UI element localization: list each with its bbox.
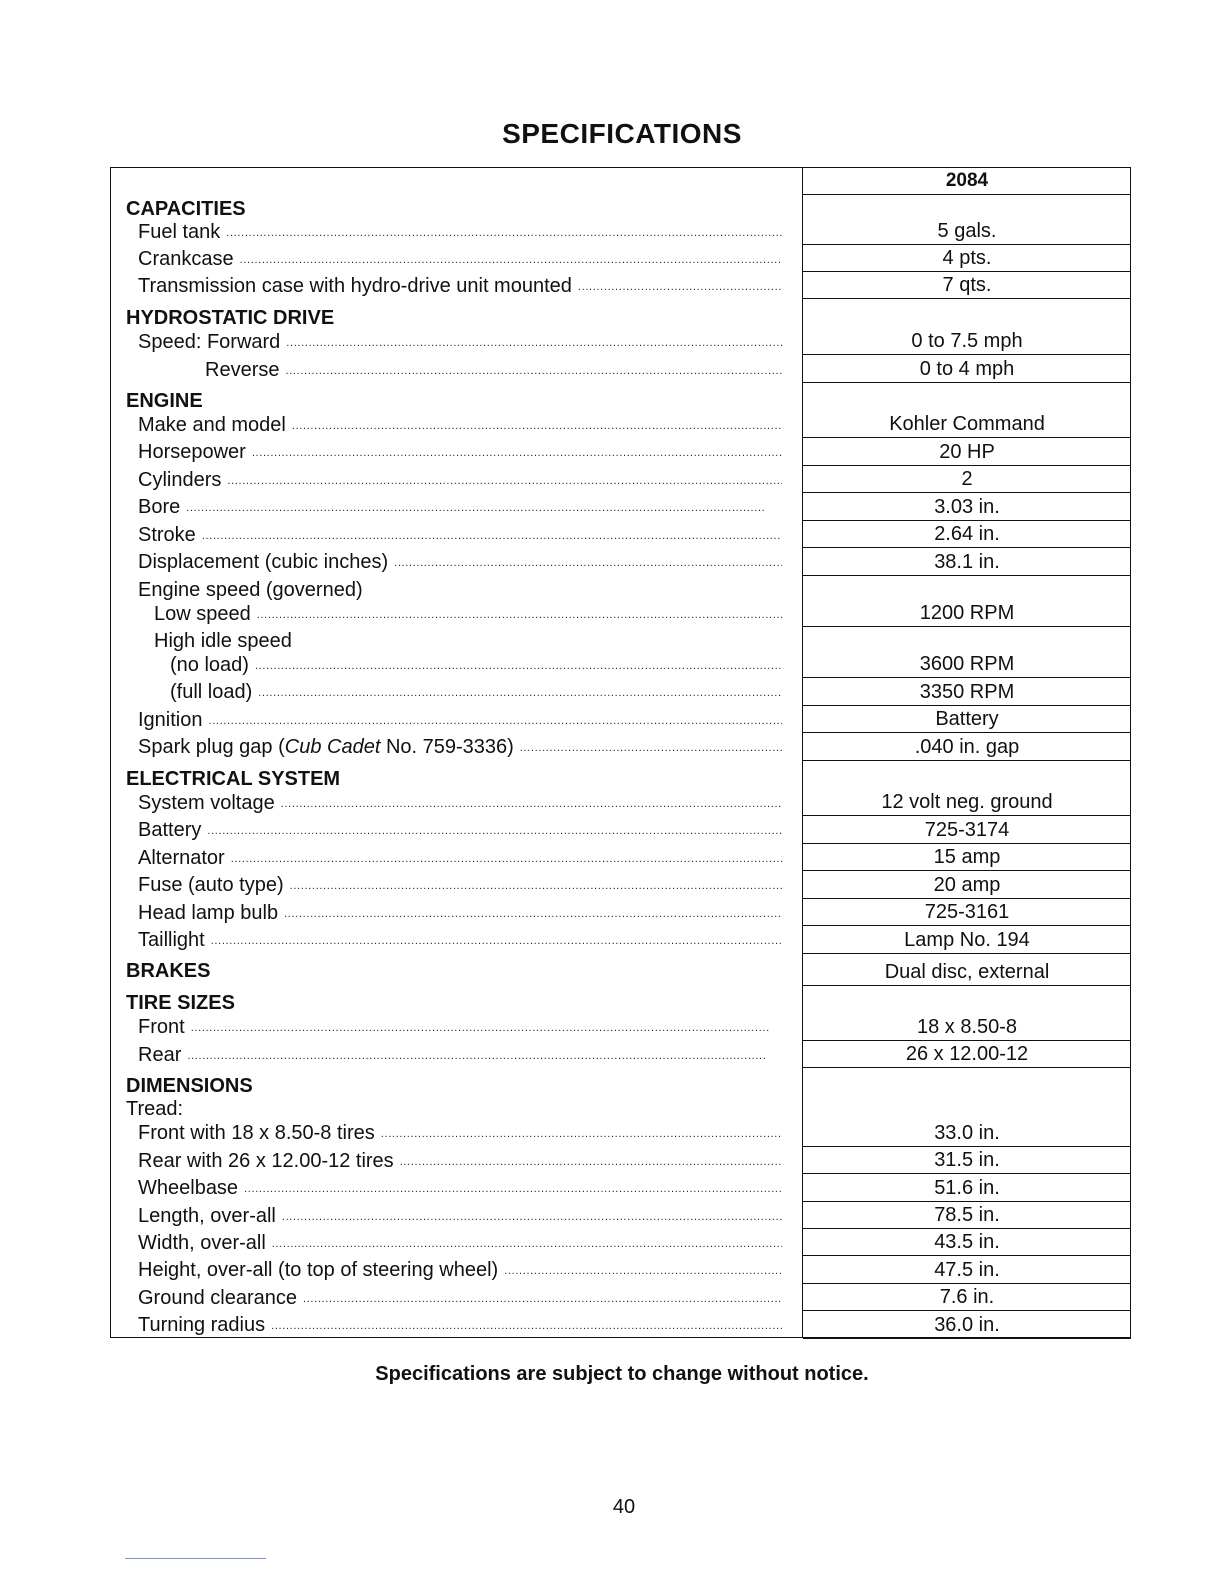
dot-leader (303, 1286, 782, 1310)
dot-leader (207, 818, 782, 842)
spec-value: 0 to 4 mph (919, 358, 1015, 380)
dot-leader (290, 873, 782, 897)
value-cell-displacement (803, 548, 1131, 576)
dot-leader (504, 1258, 782, 1282)
spec-label-spark-plug (138, 735, 782, 759)
value-cell-battery (803, 816, 1131, 844)
dot-leader (209, 708, 783, 732)
spark-plug-suffix: No. 759-3336) (380, 736, 514, 758)
value-cell-fuse (803, 871, 1131, 899)
spec-label-text: Front (138, 1016, 185, 1038)
spec-label-speed-forward (138, 330, 782, 354)
spec-value: 7.6 in. (939, 1286, 995, 1308)
spec-value: 7 qts. (942, 274, 992, 296)
spec-label-text: Alternator (138, 847, 225, 869)
spec-label-low-speed (154, 602, 782, 626)
dot-leader (286, 330, 782, 354)
dot-leader (282, 1204, 782, 1228)
spec-value: 3600 RPM (919, 653, 1015, 675)
spec-label-text: Rear (138, 1044, 182, 1066)
value-cell-system-voltage (803, 763, 1131, 816)
spec-value: .040 in. gap (914, 736, 1020, 758)
section-heading: HYDROSTATIC DRIVE (126, 307, 335, 329)
spec-label-cylinders (138, 468, 782, 492)
dot-leader (520, 735, 782, 759)
value-cell-height (803, 1256, 1131, 1284)
spec-label-horsepower (138, 440, 782, 464)
dot-leader (281, 791, 782, 815)
dot-leader (400, 1149, 782, 1173)
spec-label-no-load (170, 653, 782, 677)
spec-label-transmission (138, 274, 782, 298)
spec-label-text: Bore (138, 496, 181, 518)
spark-plug-prefix: Spark plug gap ( (138, 736, 285, 758)
page-title: SPECIFICATIONS (502, 118, 742, 149)
spec-label-text: Turning radius (138, 1314, 266, 1336)
spec-value: 1200 RPM (919, 602, 1015, 624)
specifications-table (110, 167, 1131, 1338)
spec-label-bore (138, 495, 782, 519)
spec-label-text: Low speed (154, 603, 251, 625)
value-cell-fuel-tank (803, 195, 1131, 245)
spec-value: 15 amp (933, 846, 1001, 868)
dot-leader (285, 358, 782, 382)
spec-label-battery (138, 818, 782, 842)
spec-label-text: Ignition (138, 709, 203, 731)
spec-value: 2.64 in. (934, 523, 1000, 545)
spec-value: Lamp No. 194 (904, 929, 1030, 951)
spec-label-text: Horsepower (138, 441, 246, 463)
section-heading: BRAKES (126, 960, 211, 982)
spec-label-fuel-tank (138, 220, 782, 244)
spec-label-text: Taillight (138, 929, 205, 951)
model-column-header: 2084 (803, 168, 1131, 195)
spec-label-text: Fuel tank (138, 221, 221, 243)
spec-value: 5 gals. (937, 220, 997, 242)
spec-label-rear-tread (138, 1149, 782, 1173)
dot-leader (202, 523, 782, 547)
dot-leader (231, 846, 782, 870)
spec-value: Dual disc, external (884, 961, 1050, 983)
spec-value: 725-3174 (924, 819, 1010, 841)
spec-value: 20 HP (939, 441, 995, 463)
spec-label-text: Length, over-all (138, 1205, 276, 1227)
dot-leader (271, 1313, 782, 1337)
spec-label-height (138, 1258, 782, 1282)
spec-label-text: Speed: Forward (138, 331, 281, 353)
spec-label-system-voltage (138, 791, 782, 815)
section-heading: DIMENSIONS (126, 1075, 253, 1097)
spec-label-head-lamp (138, 901, 782, 925)
spec-label-text: Displacement (cubic inches) (138, 551, 389, 573)
spec-label-text: Height, over-all (to top of steering wheel) (138, 1259, 499, 1281)
spec-label-speed-reverse (205, 358, 782, 382)
dot-leader (272, 1231, 782, 1255)
value-cell-taillight (803, 926, 1131, 954)
value-cell-full-load (803, 678, 1131, 706)
value-cell-spark-plug (803, 733, 1131, 761)
value-cell-brakes (803, 954, 1131, 986)
spec-label-text: Rear with 26 x 12.00-12 tires (138, 1150, 394, 1172)
dot-leader (257, 602, 782, 626)
spec-label-ground-clearance (138, 1286, 782, 1310)
dot-leader (211, 928, 782, 952)
spec-label-text: System voltage (138, 792, 275, 814)
spec-value: 3.03 in. (934, 496, 1000, 518)
dot-leader (258, 680, 782, 704)
spark-plug-label (138, 735, 514, 759)
spec-label-alternator (138, 846, 782, 870)
value-cell-front-tread (803, 1070, 1131, 1147)
spec-label-ignition (138, 708, 782, 732)
section-heading: ELECTRICAL SYSTEM (126, 768, 341, 790)
dot-leader (252, 440, 782, 464)
value-cell-length (803, 1202, 1131, 1229)
dot-leader (240, 247, 782, 271)
brand-name: Cub Cadet (284, 736, 381, 758)
spec-value: 26 x 12.00-12 (905, 1043, 1029, 1065)
spec-value: 51.6 in. (934, 1177, 1000, 1199)
dot-leader (292, 413, 782, 437)
spec-label-text: (full load) (170, 681, 253, 703)
dot-leader (227, 468, 782, 492)
spec-label-text: Make and model (138, 414, 286, 436)
value-cell-alternator (803, 844, 1131, 871)
dot-leader (381, 1121, 782, 1145)
spec-label-text: Battery (138, 819, 202, 841)
value-cell-stroke (803, 521, 1131, 548)
spec-label-text: Reverse (205, 359, 280, 381)
spec-subheading: Tread: (126, 1098, 184, 1120)
value-cell-width (803, 1229, 1131, 1256)
value-cell-ground-clearance (803, 1284, 1131, 1311)
spec-value: 47.5 in. (934, 1259, 1000, 1281)
dot-leader (187, 1043, 782, 1067)
spec-value: Kohler Command (889, 413, 1045, 435)
value-cell-no-load (803, 627, 1131, 678)
dot-leader (186, 495, 782, 519)
spec-value: 12 volt neg. ground (881, 791, 1053, 813)
value-cell-head-lamp (803, 899, 1131, 926)
dot-leader (578, 274, 782, 298)
spec-value: 2 (961, 468, 973, 490)
page-number: 40 (612, 1496, 636, 1518)
spec-value: 20 amp (933, 874, 1001, 896)
value-cell-horsepower (803, 438, 1131, 466)
spec-value: 4 pts. (942, 247, 992, 269)
spec-value: 38.1 in. (934, 551, 1000, 573)
value-cell-wheelbase (803, 1174, 1131, 1202)
dot-leader (284, 901, 782, 925)
value-cell-front-tire (803, 986, 1131, 1041)
spec-value: 0 to 7.5 mph (911, 330, 1023, 352)
value-cell-turning-radius (803, 1311, 1131, 1339)
value-cell-cylinders (803, 466, 1131, 493)
value-cell-low-speed (803, 576, 1131, 627)
spec-label-text: Fuse (auto type) (138, 874, 284, 896)
spec-value: 725-3161 (924, 901, 1010, 923)
spec-label-turning-radius (138, 1313, 782, 1337)
value-cell-rear-tread (803, 1147, 1131, 1174)
spec-value: 36.0 in. (934, 1314, 1000, 1336)
spec-label-make-model (138, 413, 782, 437)
spec-value: 18 x 8.50-8 (916, 1016, 1018, 1038)
dot-leader (244, 1176, 782, 1200)
spec-value: 31.5 in. (934, 1149, 1000, 1171)
spec-label-displacement (138, 550, 782, 574)
spec-label-text: Head lamp bulb (138, 902, 279, 924)
value-cell-speed-reverse (803, 355, 1131, 383)
change-notice: Specifications are subject to change without notice. (375, 1363, 869, 1385)
section-heading: ENGINE (126, 390, 203, 412)
spec-label-length (138, 1204, 782, 1228)
spec-label-text: (no load) (170, 654, 249, 676)
spec-label-front-tire (138, 1015, 782, 1039)
spec-value: 78.5 in. (934, 1204, 1000, 1226)
spec-label-crankcase (138, 247, 782, 271)
value-cell-make-model (803, 385, 1131, 438)
section-heading: TIRE SIZES (126, 992, 235, 1014)
section-heading: CAPACITIES (126, 198, 246, 220)
spec-label-taillight (138, 928, 782, 952)
spec-label-text: Ground clearance (138, 1287, 297, 1309)
value-cell-crankcase (803, 245, 1131, 272)
spec-label-wheelbase (138, 1176, 782, 1200)
value-cell-speed-forward (803, 301, 1131, 355)
value-cell-rear-tire (803, 1041, 1131, 1068)
spec-label-front-tread (138, 1121, 782, 1145)
spec-label-stroke (138, 523, 782, 547)
spec-label-full-load (170, 680, 782, 704)
spec-label-width (138, 1231, 782, 1255)
spec-label-text: Width, over-all (138, 1232, 266, 1254)
dot-leader (255, 653, 782, 677)
spec-value: 3350 RPM (919, 681, 1015, 703)
spec-subheading: High idle speed (154, 630, 292, 652)
spec-label-text: Crankcase (138, 248, 234, 270)
value-cell-transmission (803, 272, 1131, 299)
spec-subheading: Engine speed (governed) (138, 579, 363, 601)
value-cell-ignition (803, 706, 1131, 733)
spec-label-text: Cylinders (138, 469, 222, 491)
spec-rows (111, 168, 1130, 1337)
dot-leader (394, 550, 782, 574)
dot-leader (191, 1015, 782, 1039)
spec-label-rear-tire (138, 1043, 782, 1067)
spec-value: Battery (935, 708, 999, 730)
spec-label-text: Transmission case with hydro-drive unit mounted (138, 275, 572, 297)
spec-value: 33.0 in. (934, 1122, 1000, 1144)
value-cell-bore (803, 493, 1131, 521)
spec-label-fuse (138, 873, 782, 897)
spec-value: 43.5 in. (934, 1231, 1000, 1253)
spec-label-text: Front with 18 x 8.50-8 tires (138, 1122, 375, 1144)
spec-label-text: Wheelbase (138, 1177, 239, 1199)
scan-edge-line (125, 1558, 266, 1559)
dot-leader (226, 220, 782, 244)
spec-label-text: Stroke (138, 524, 196, 546)
